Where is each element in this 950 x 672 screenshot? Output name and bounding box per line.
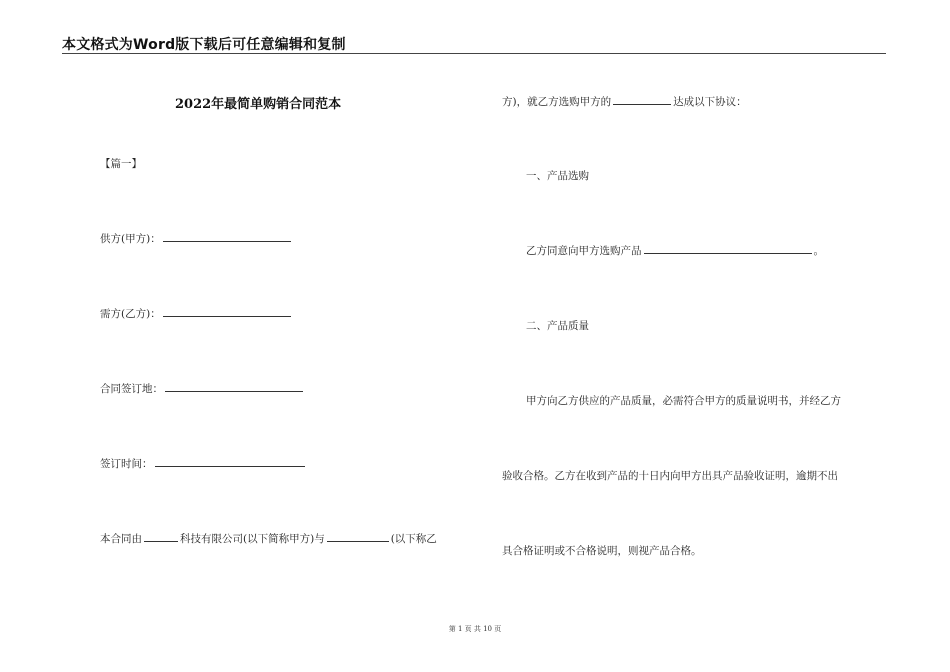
page-number: 第 1 页 共 10 页 — [448, 625, 502, 633]
supplier-label: 供方(甲方)： — [100, 233, 161, 245]
intro-part-c: (以下称乙 — [390, 533, 437, 545]
supplier-blank — [163, 232, 291, 242]
quality-paragraph-line-2: 验收合格。乙方在收到产品的十日内向甲方出具产品验收证明，逾期不出 — [502, 470, 838, 482]
sign-time-line — [100, 456, 307, 471]
right-intro-part-b: 达成以下协议： — [673, 96, 747, 108]
product-purchase-text: 乙方同意向甲方选购产品 — [526, 245, 642, 257]
header-title: 本文格式为Word版下载后可任意编辑和复制 — [62, 37, 346, 53]
buyer-blank — [163, 307, 291, 317]
supplier-line — [100, 231, 293, 246]
party-b-blank — [327, 532, 389, 542]
section-tag: 【篇一】 — [100, 158, 142, 170]
intro-part-a: 本合同由 — [100, 533, 142, 545]
sign-place-label: 合同签订地： — [100, 383, 163, 395]
product-name-blank — [644, 244, 812, 254]
intro-part-b: 科技有限公司(以下简称甲方)与 — [180, 533, 325, 545]
right-intro-part-a: 方)，就乙方选购甲方的 — [502, 96, 612, 108]
heading-product-quality: 二、产品质量 — [526, 320, 589, 332]
quality-paragraph-line-1: 甲方向乙方供应的产品质量，必需符合甲方的质量说明书，并经乙方 — [526, 395, 841, 407]
sign-time-blank — [155, 457, 305, 467]
sign-place-line — [100, 381, 305, 396]
buyer-label: 需方(乙方)： — [100, 308, 161, 320]
sign-time-label: 签订时间： — [100, 458, 153, 470]
intro-line — [100, 531, 437, 546]
product-blank — [613, 95, 671, 105]
right-intro-line — [502, 94, 747, 109]
heading-product-purchase: 一、产品选购 — [526, 170, 589, 182]
quality-paragraph-line-3: 具合格证明或不合格说明，则视产品合格。 — [502, 545, 702, 557]
document-title: 2022年最简单购销合同范本 — [175, 97, 342, 112]
page-header — [62, 34, 886, 54]
buyer-line — [100, 306, 293, 321]
sign-place-blank — [165, 382, 303, 392]
product-purchase-line — [526, 243, 824, 258]
product-purchase-end: 。 — [813, 245, 824, 257]
company-blank — [144, 532, 178, 542]
